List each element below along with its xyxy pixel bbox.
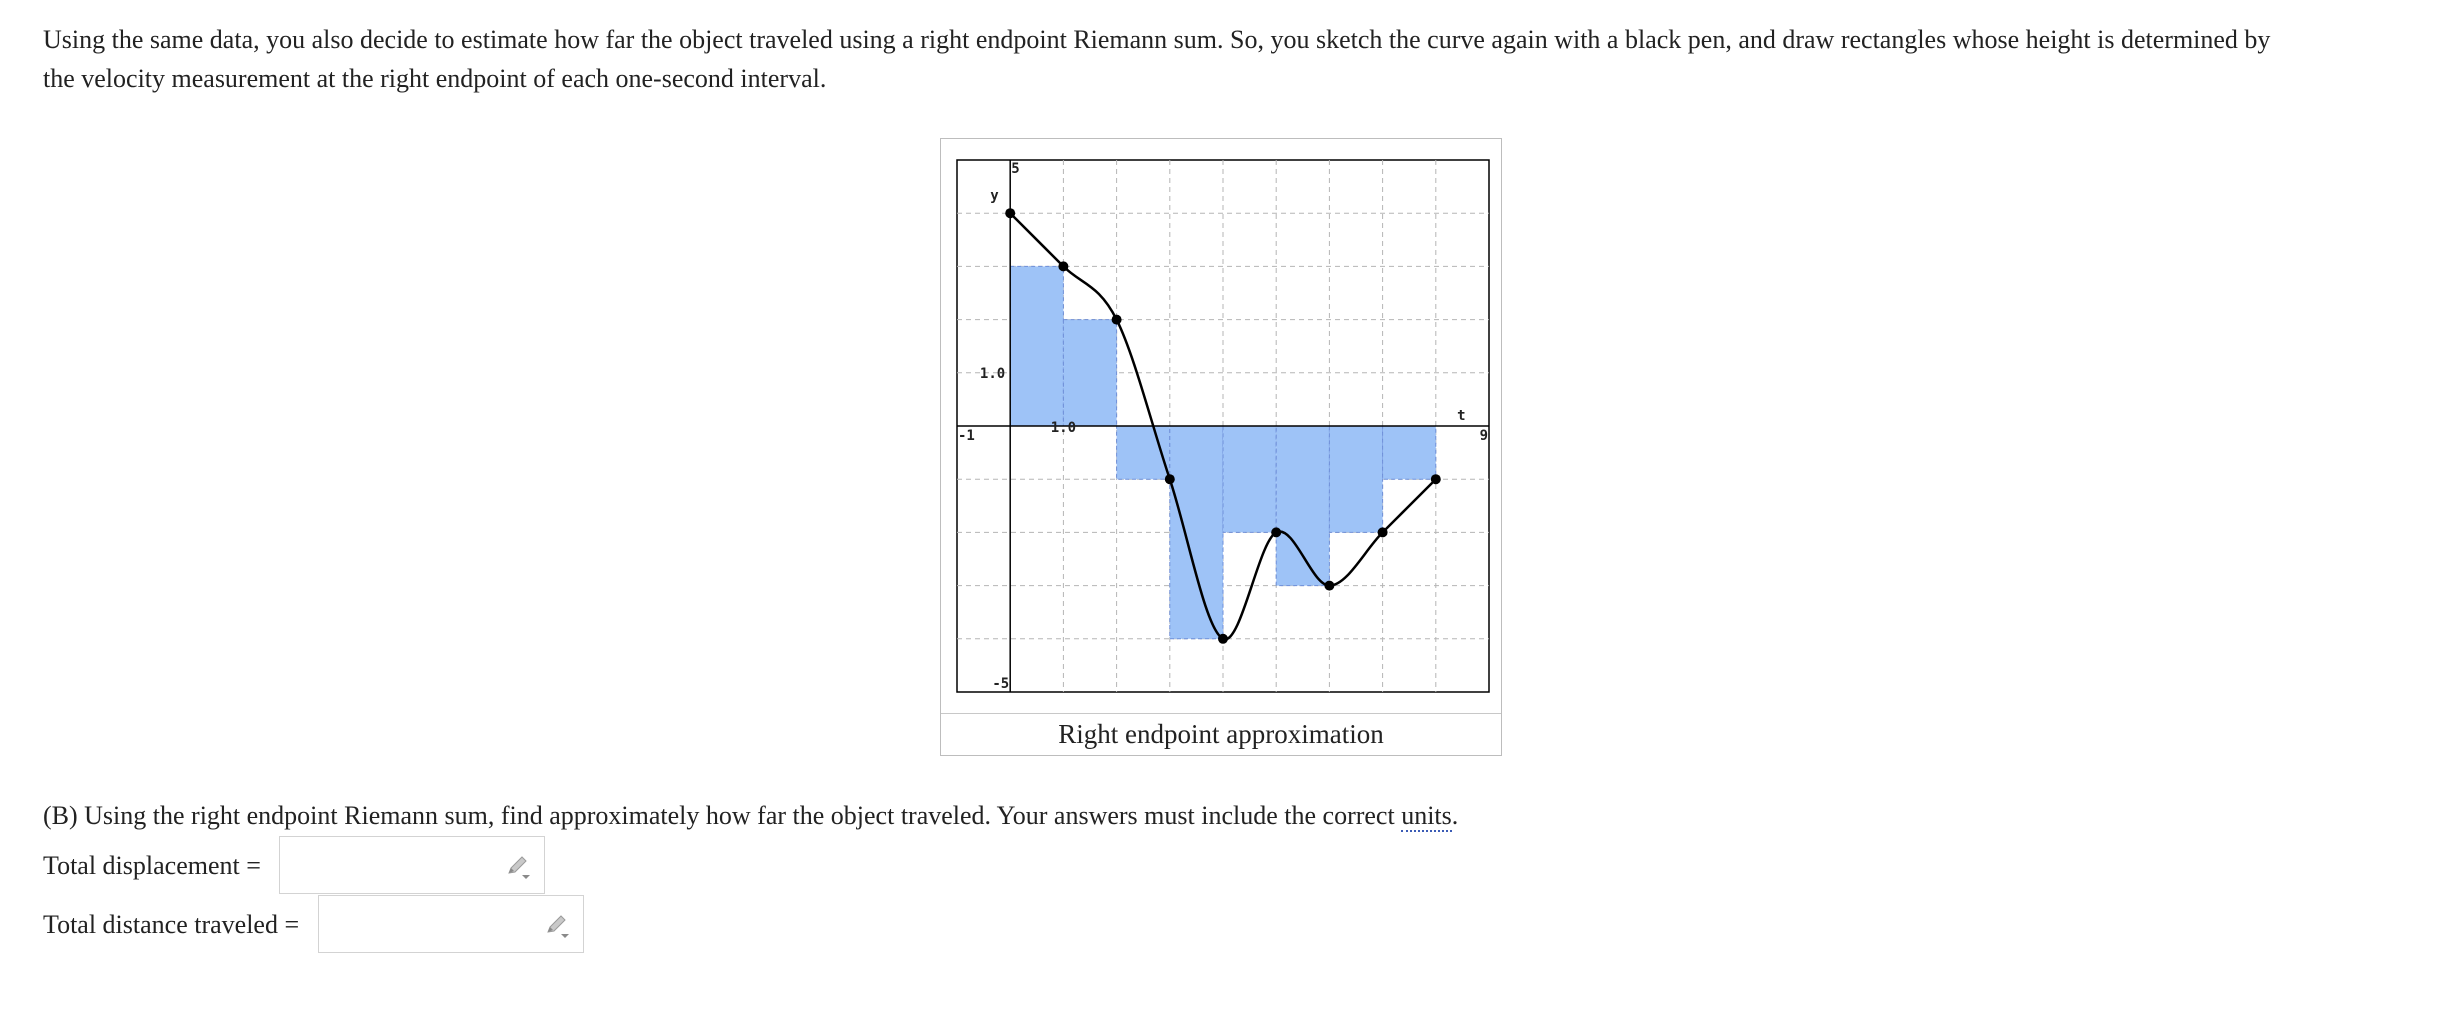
distance-label: Total distance traveled = xyxy=(43,910,300,939)
data-point-6 xyxy=(1324,581,1334,591)
data-point-1 xyxy=(1058,261,1068,271)
question-end: . xyxy=(1451,801,1459,830)
data-point-5 xyxy=(1271,527,1281,537)
riemann-rectangle-7 xyxy=(1329,426,1382,532)
data-point-8 xyxy=(1431,474,1441,484)
t-axis-label: t xyxy=(1457,408,1466,424)
y-axis-label: y xyxy=(990,188,999,204)
x-tick-label-1: 1.0 xyxy=(1050,420,1077,436)
data-point-7 xyxy=(1378,527,1388,537)
intro-text xyxy=(43,20,2413,98)
data-point-3 xyxy=(1165,474,1175,484)
pencil-icon[interactable] xyxy=(504,851,534,881)
intro-line-1: Using the same data, you also decide to estimate how far the object traveled using a right endpoint Riemann sum. So, you sketch the curve again with a black pen, and draw rectangles whose height is determined by xyxy=(43,25,2271,54)
question-b xyxy=(43,796,1458,836)
distance-input[interactable] xyxy=(325,902,529,948)
figure-caption: Right endpoint approximation xyxy=(941,713,1501,756)
intro-line-2: the velocity measurement at the right endpoint of each one-second interval. xyxy=(43,64,827,93)
displacement-input[interactable] xyxy=(286,843,490,889)
riemann-rectangle-5 xyxy=(1223,426,1276,532)
units-help-link[interactable]: units xyxy=(1401,801,1452,830)
riemann-rectangle-1 xyxy=(1010,266,1063,426)
displacement-answer-box[interactable] xyxy=(279,836,545,894)
riemann-rectangle-6 xyxy=(1276,426,1329,586)
displacement-label: Total displacement = xyxy=(43,851,261,880)
x-tick-label-min: -1 xyxy=(958,428,975,444)
y-tick-label-1: 1.0 xyxy=(979,365,1006,382)
riemann-chart xyxy=(941,139,1501,713)
riemann-figure xyxy=(940,138,1502,756)
data-point-0 xyxy=(1005,208,1015,218)
riemann-rectangle-4 xyxy=(1170,426,1223,639)
x-tick-label-max: 9 xyxy=(1479,428,1488,444)
riemann-rectangle-2 xyxy=(1063,320,1116,426)
pencil-icon[interactable] xyxy=(543,910,573,940)
data-point-2 xyxy=(1112,315,1122,325)
question-text: (B) Using the right endpoint Riemann sum, find approximately how far the object traveled. Your answers must include the correct xyxy=(43,801,1402,830)
y-tick-label-min: -5 xyxy=(992,676,1010,692)
data-point-4 xyxy=(1218,634,1228,644)
distance-answer-box[interactable] xyxy=(318,895,584,953)
y-tick-label-max: 5 xyxy=(1011,161,1020,177)
riemann-rectangle-8 xyxy=(1383,426,1436,479)
